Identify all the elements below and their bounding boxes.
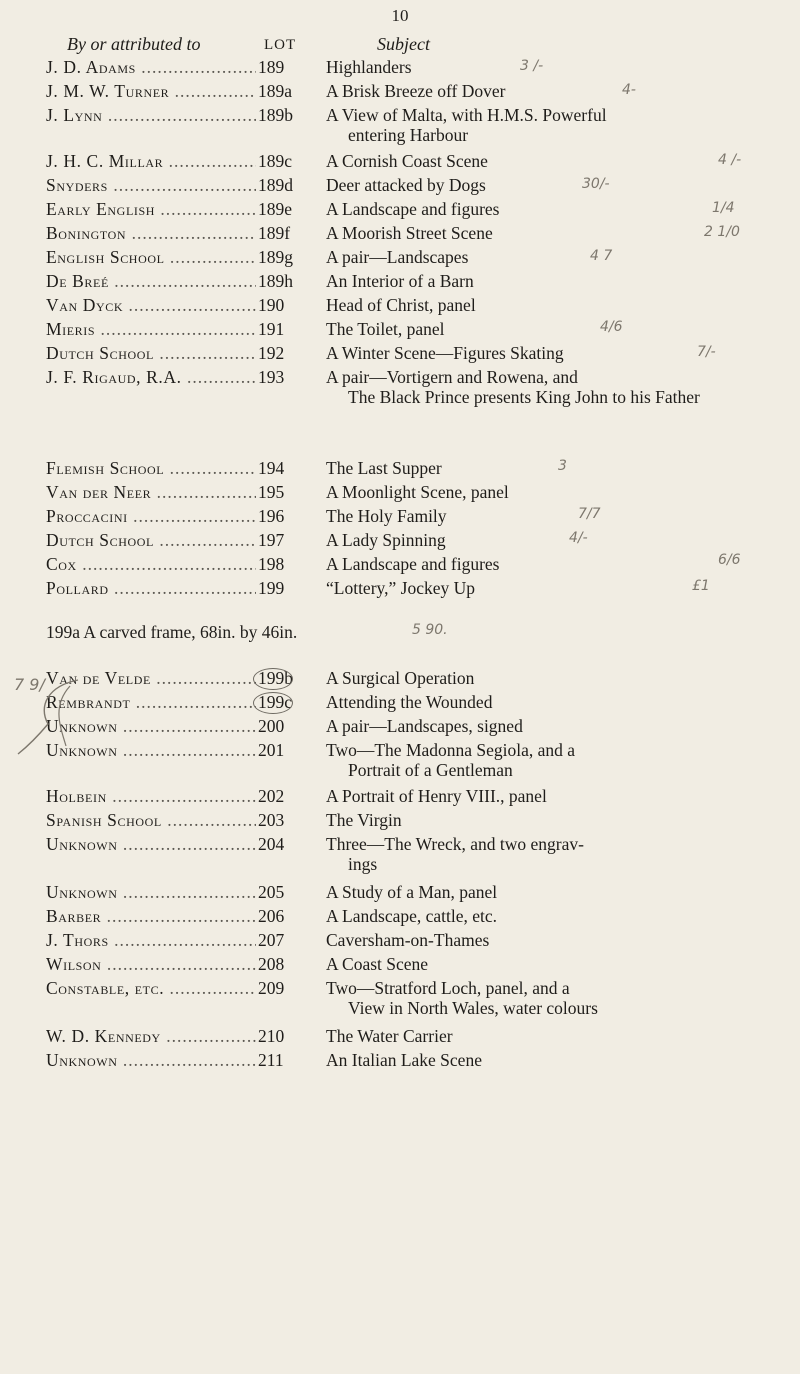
entry-lot: 193 [258, 367, 285, 387]
entry-author: Unknown ..... [46, 834, 256, 854]
entry-lot: 189h [258, 271, 293, 291]
entry-author: J. Lynn ..... [46, 105, 256, 125]
entry-author: Pollard ..... [46, 578, 256, 598]
entry-subject: A Study of a Man, panel [326, 882, 498, 902]
entry-lot: 194 [258, 458, 285, 478]
entry-lot: 202 [258, 786, 285, 806]
entry-lot: 206 [258, 906, 285, 926]
entry-lot: 210 [258, 1026, 285, 1046]
entry-lot: 208 [258, 954, 285, 974]
entry-lot: 205 [258, 882, 285, 902]
entry-subject: Highlanders [326, 57, 412, 77]
entry-author: Van der Neer ..... [46, 482, 256, 502]
entry-subject: A View of Malta, with H.M.S. Powerful entering Harbour [326, 105, 786, 145]
entry-subject: Two—Stratford Loch, panel, and a View in North Wales, water colours [326, 978, 786, 1018]
pencil-price-note: 6/6 [718, 552, 741, 568]
entry-subject: A pair—Landscapes [326, 247, 469, 267]
entry-author: Flemish School ..... [46, 458, 256, 478]
pencil-price-note: 4- [622, 82, 636, 98]
entry-author: J. D. Adams ..... [46, 57, 256, 77]
page-number: 10 [391, 6, 409, 25]
entry-subject: Three—The Wreck, and two engrav- ings [326, 834, 786, 874]
entry-author: W. D. Kennedy ..... [46, 1026, 256, 1046]
entry-subject: The Last Supper [326, 458, 442, 478]
pencil-price-note: 30/- [582, 176, 610, 192]
entry-author: Constable, etc. ..... [46, 978, 256, 998]
entry-author: Early English ..... [46, 199, 256, 219]
entry-author: Dutch School ..... [46, 343, 256, 363]
entry-lot: 203 [258, 810, 285, 830]
entry-lot: 201 [258, 740, 285, 760]
entry-lot: 189b [258, 105, 293, 125]
entry-subject: Attending the Wounded [326, 692, 493, 712]
pencil-lot-circle [253, 692, 293, 714]
entry-subject-continued: entering Harbour [348, 125, 469, 145]
entry-lot: 189a [258, 81, 293, 101]
entry-author: Wilson ..... [46, 954, 256, 974]
entry-subject: The Toilet, panel [326, 319, 445, 339]
pencil-price-note: £1 [692, 578, 710, 594]
pencil-price-note: 4/- [569, 530, 588, 546]
entry-author: Holbein ..... [46, 786, 256, 806]
entry-lot: 189 [258, 57, 285, 77]
entry-author: Van Dyck ..... [46, 295, 256, 315]
entry-lot: 199b [258, 668, 293, 688]
pencil-price-note: 3 /- [520, 58, 544, 74]
entry-author: Unknown ..... [46, 716, 256, 736]
column-header-author: By or attributed to [67, 34, 201, 54]
entry-author: English School ..... [46, 247, 256, 267]
entry-subject: A Landscape, cattle, etc. [326, 906, 498, 926]
entry-lot: 198 [258, 554, 285, 574]
entry-subject: The Holy Family [326, 506, 447, 526]
pencil-price-note: 2 1/0 [704, 224, 740, 240]
entry-author: J. M. W. Turner ..... [46, 81, 256, 101]
entry-lot: 211 [258, 1050, 284, 1070]
entry-author: Cox ..... [46, 554, 256, 574]
pencil-lot-circle [253, 668, 293, 690]
entry-subject: A Coast Scene [326, 954, 429, 974]
entry-subject-continued: Portrait of a Gentleman [348, 760, 513, 780]
entry-subject: A Cornish Coast Scene [326, 151, 488, 171]
entry-author: Unknown ..... [46, 882, 256, 902]
entry-lot: 199c [258, 692, 293, 712]
entry-lot: 189f [258, 223, 291, 243]
entry-lot: 199 [258, 578, 285, 598]
entry-author: Mieris ..... [46, 319, 256, 339]
entry-author: Bonington ..... [46, 223, 256, 243]
pencil-price-note: 4 /- [718, 152, 742, 168]
entry-author: J. H. C. Millar ..... [46, 151, 256, 171]
entry-author: Proccacini ..... [46, 506, 256, 526]
entry-lot: 190 [258, 295, 285, 315]
entry-subject: An Italian Lake Scene [326, 1050, 482, 1070]
pencil-price-note: 7/7 [578, 506, 601, 522]
entry-subject: Head of Christ, panel [326, 295, 476, 315]
entry-subject: A Moonlight Scene, panel [326, 482, 509, 502]
entry-subject-continued: The Black Prince presents King John to his Father [348, 387, 700, 407]
entry-author: Dutch School ..... [46, 530, 256, 550]
entry-author: De Breé ..... [46, 271, 256, 291]
entry-subject: “Lottery,” Jockey Up [326, 578, 476, 598]
entry-author: Van de Velde ..... [46, 668, 256, 688]
entry-author: Unknown ..... [46, 1050, 256, 1070]
pencil-price-note: 5 90. [412, 622, 448, 638]
entry-subject: A Moorish Street Scene [326, 223, 493, 243]
pencil-price-note: 4 7 [590, 248, 613, 264]
pencil-margin-note: 7 9/ [14, 675, 45, 694]
entry-subject: Two—The Madonna Segiola, and a Portrait of a Gentleman [326, 740, 786, 780]
entry-subject: A pair—Landscapes, signed [326, 716, 523, 736]
entry-lot: 195 [258, 482, 285, 502]
pencil-bracket-icon [8, 676, 88, 796]
entry-lot: 209 [258, 978, 285, 998]
entry-subject-continued: View in North Wales, water colours [348, 998, 598, 1018]
entry-lot: 204 [258, 834, 285, 854]
entry-subject: A pair—Vortigern and Rowena, and The Black Prince presents King John to his Father [326, 367, 786, 407]
entry-lot: 189d [258, 175, 293, 195]
entry-author: Snyders ..... [46, 175, 256, 195]
entry-subject: A Landscape and figures [326, 554, 500, 574]
pencil-price-note: 7/- [697, 344, 716, 360]
entry-author: Spanish School ..... [46, 810, 256, 830]
entry-lot: 189c [258, 151, 293, 171]
entry-subject: Deer attacked by Dogs [326, 175, 486, 195]
entry-subject: The Virgin [326, 810, 402, 830]
pencil-price-note: 3 [558, 458, 567, 474]
entry-subject: The Water Carrier [326, 1026, 453, 1046]
entry-author: Barber ..... [46, 906, 256, 926]
entry-subject: An Interior of a Barn [326, 271, 474, 291]
entry-lot: 200 [258, 716, 285, 736]
entry-lot: 189e [258, 199, 293, 219]
entry-subject-continued: ings [348, 854, 378, 874]
entry-author: Rembrandt ..... [46, 692, 256, 712]
pencil-price-note: 4/6 [600, 319, 623, 335]
entry-subject: A Winter Scene—Figures Skating [326, 343, 564, 363]
column-header-subject: Subject [377, 34, 430, 54]
entry-subject: A Lady Spinning [326, 530, 446, 550]
entry-lot: 196 [258, 506, 285, 526]
entry-lot: 192 [258, 343, 285, 363]
entry-subject: Caversham-on-Thames [326, 930, 490, 950]
entry-lot: 189g [258, 247, 293, 267]
column-header-lot: LOT [264, 37, 297, 53]
entry-subject: A Landscape and figures [326, 199, 500, 219]
entry-author: J. Thors ..... [46, 930, 256, 950]
entry-subject: A Brisk Breeze off Dover [326, 81, 506, 101]
entry-subject: A Surgical Operation [326, 668, 475, 688]
lot-note-199a: 199a A carved frame, 68in. by 46in. [46, 622, 298, 642]
entry-lot: 207 [258, 930, 285, 950]
entry-lot: 191 [258, 319, 285, 339]
entry-author: Unknown ..... [46, 740, 256, 760]
entry-subject: A Portrait of Henry VIII., panel [326, 786, 547, 806]
entry-author: J. F. Rigaud, R.A. ..... [46, 367, 256, 387]
entry-lot: 197 [258, 530, 285, 550]
pencil-price-note: 1/4 [712, 200, 735, 216]
